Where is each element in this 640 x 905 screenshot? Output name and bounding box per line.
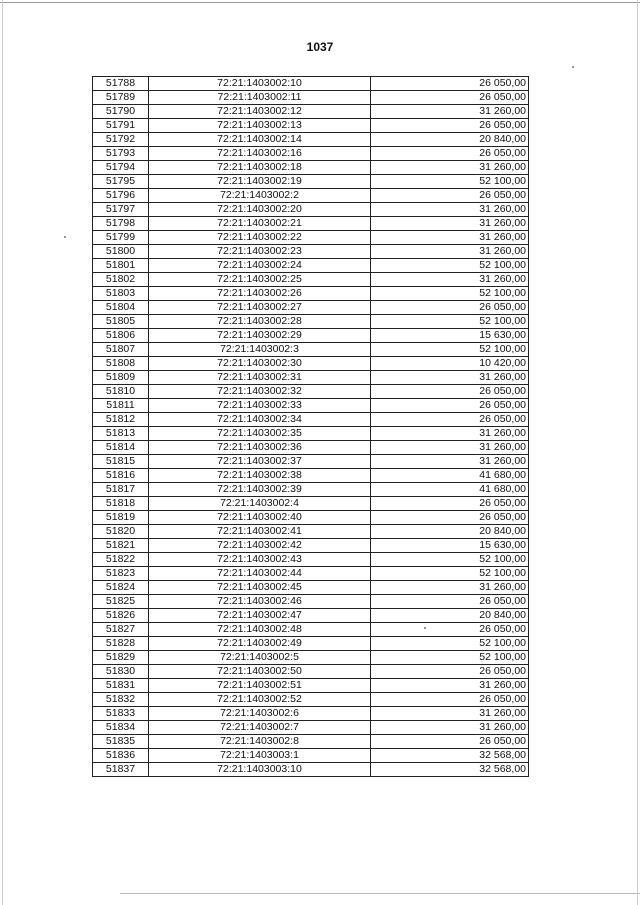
table-row (93, 665, 529, 679)
cadastral-value-cell: 26 050,00 (371, 665, 529, 679)
cadastral-value-cell: 26 050,00 (371, 623, 529, 637)
cadastral-value-cell: 26 050,00 (371, 119, 529, 133)
table-row (93, 679, 529, 693)
cadastral-value-cell: 52 100,00 (371, 651, 529, 665)
cadastral-value-cell: 26 050,00 (371, 189, 529, 203)
table-row (93, 763, 529, 777)
cadastral-number-cell: 72:21:1403002:26 (149, 287, 371, 301)
record-number-cell: 51837 (93, 763, 149, 777)
record-number-cell: 51793 (93, 147, 149, 161)
cadastral-number-cell: 72:21:1403002:21 (149, 217, 371, 231)
cadastral-value-cell: 31 260,00 (371, 707, 529, 721)
record-number-cell: 51798 (93, 217, 149, 231)
scan-edge-left (2, 0, 3, 905)
record-number-cell: 51808 (93, 357, 149, 371)
record-number-cell: 51819 (93, 511, 149, 525)
cadastral-value-cell: 31 260,00 (371, 231, 529, 245)
cadastral-value-cell: 31 260,00 (371, 679, 529, 693)
registry-table (92, 76, 529, 777)
cadastral-number-cell: 72:21:1403002:42 (149, 539, 371, 553)
table-row (93, 343, 529, 357)
table-row (93, 413, 529, 427)
record-number-cell: 51792 (93, 133, 149, 147)
record-number-cell: 51814 (93, 441, 149, 455)
table-row (93, 77, 529, 91)
record-number-cell: 51831 (93, 679, 149, 693)
table-row (93, 329, 529, 343)
cadastral-value-cell: 26 050,00 (371, 735, 529, 749)
cadastral-value-cell: 20 840,00 (371, 525, 529, 539)
cadastral-value-cell: 41 680,00 (371, 469, 529, 483)
cadastral-value-cell: 31 260,00 (371, 217, 529, 231)
cadastral-number-cell: 72:21:1403002:47 (149, 609, 371, 623)
cadastral-number-cell: 72:21:1403002:37 (149, 455, 371, 469)
record-number-cell: 51796 (93, 189, 149, 203)
cadastral-value-cell: 31 260,00 (371, 455, 529, 469)
table-row (93, 539, 529, 553)
cadastral-number-cell: 72:21:1403002:10 (149, 77, 371, 91)
record-number-cell: 51788 (93, 77, 149, 91)
record-number-cell: 51811 (93, 399, 149, 413)
record-number-cell: 51801 (93, 259, 149, 273)
cadastral-number-cell: 72:21:1403002:23 (149, 245, 371, 259)
cadastral-number-cell: 72:21:1403002:28 (149, 315, 371, 329)
table-row (93, 623, 529, 637)
cadastral-number-cell: 72:21:1403003:10 (149, 763, 371, 777)
cadastral-number-cell: 72:21:1403002:48 (149, 623, 371, 637)
cadastral-number-cell: 72:21:1403002:27 (149, 301, 371, 315)
table-row (93, 749, 529, 763)
cadastral-number-cell: 72:21:1403002:29 (149, 329, 371, 343)
cadastral-number-cell: 72:21:1403002:40 (149, 511, 371, 525)
cadastral-number-cell: 72:21:1403002:16 (149, 147, 371, 161)
cadastral-value-cell: 31 260,00 (371, 581, 529, 595)
cadastral-value-cell: 26 050,00 (371, 301, 529, 315)
record-number-cell: 51832 (93, 693, 149, 707)
cadastral-value-cell: 26 050,00 (371, 693, 529, 707)
table-row (93, 189, 529, 203)
cadastral-value-cell: 52 100,00 (371, 637, 529, 651)
table-row (93, 119, 529, 133)
record-number-cell: 51823 (93, 567, 149, 581)
cadastral-number-cell: 72:21:1403002:30 (149, 357, 371, 371)
cadastral-number-cell: 72:21:1403002:12 (149, 105, 371, 119)
cadastral-value-cell: 41 680,00 (371, 483, 529, 497)
cadastral-value-cell: 26 050,00 (371, 385, 529, 399)
cadastral-value-cell: 26 050,00 (371, 399, 529, 413)
cadastral-value-cell: 31 260,00 (371, 273, 529, 287)
cadastral-number-cell: 72:21:1403002:5 (149, 651, 371, 665)
cadastral-number-cell: 72:21:1403002:4 (149, 497, 371, 511)
cadastral-value-cell: 52 100,00 (371, 259, 529, 273)
record-number-cell: 51807 (93, 343, 149, 357)
cadastral-number-cell: 72:21:1403002:31 (149, 371, 371, 385)
page-number: 1037 (306, 40, 334, 54)
table-row (93, 553, 529, 567)
record-number-cell: 51799 (93, 231, 149, 245)
table-row (93, 175, 529, 189)
record-number-cell: 51822 (93, 553, 149, 567)
table-row (93, 693, 529, 707)
table-row (93, 259, 529, 273)
cadastral-number-cell: 72:21:1403002:39 (149, 483, 371, 497)
table-row (93, 161, 529, 175)
cadastral-number-cell: 72:21:1403002:7 (149, 721, 371, 735)
scan-edge-top (0, 2, 640, 3)
table-row (93, 385, 529, 399)
cadastral-number-cell: 72:21:1403002:50 (149, 665, 371, 679)
cadastral-value-cell: 15 630,00 (371, 329, 529, 343)
cadastral-number-cell: 72:21:1403002:25 (149, 273, 371, 287)
cadastral-number-cell: 72:21:1403002:38 (149, 469, 371, 483)
cadastral-number-cell: 72:21:1403002:34 (149, 413, 371, 427)
record-number-cell: 51804 (93, 301, 149, 315)
cadastral-value-cell: 32 568,00 (371, 749, 529, 763)
table-row (93, 315, 529, 329)
record-number-cell: 51810 (93, 385, 149, 399)
table-row (93, 301, 529, 315)
cadastral-number-cell: 72:21:1403002:52 (149, 693, 371, 707)
cadastral-value-cell: 52 100,00 (371, 287, 529, 301)
table-row (93, 469, 529, 483)
table-row (93, 455, 529, 469)
cadastral-value-cell: 31 260,00 (371, 245, 529, 259)
record-number-cell: 51805 (93, 315, 149, 329)
cadastral-number-cell: 72:21:1403002:11 (149, 91, 371, 105)
record-number-cell: 51816 (93, 469, 149, 483)
record-number-cell: 51835 (93, 735, 149, 749)
table-row (93, 245, 529, 259)
cadastral-value-cell: 15 630,00 (371, 539, 529, 553)
table-row (93, 511, 529, 525)
cadastral-number-cell: 72:21:1403002:51 (149, 679, 371, 693)
record-number-cell: 51824 (93, 581, 149, 595)
cadastral-value-cell: 32 568,00 (371, 763, 529, 777)
record-number-cell: 51794 (93, 161, 149, 175)
table-row (93, 707, 529, 721)
cadastral-number-cell: 72:21:1403002:18 (149, 161, 371, 175)
record-number-cell: 51802 (93, 273, 149, 287)
cadastral-number-cell: 72:21:1403002:20 (149, 203, 371, 217)
cadastral-number-cell: 72:21:1403002:6 (149, 707, 371, 721)
cadastral-value-cell: 20 840,00 (371, 609, 529, 623)
cadastral-value-cell: 26 050,00 (371, 91, 529, 105)
cadastral-number-cell: 72:21:1403003:1 (149, 749, 371, 763)
table-row (93, 399, 529, 413)
table-row (93, 133, 529, 147)
record-number-cell: 51790 (93, 105, 149, 119)
cadastral-number-cell: 72:21:1403002:44 (149, 567, 371, 581)
cadastral-value-cell: 26 050,00 (371, 147, 529, 161)
table-row (93, 595, 529, 609)
table-row (93, 721, 529, 735)
cadastral-value-cell: 26 050,00 (371, 413, 529, 427)
table-row (93, 105, 529, 119)
cadastral-number-cell: 72:21:1403002:46 (149, 595, 371, 609)
record-number-cell: 51795 (93, 175, 149, 189)
cadastral-number-cell: 72:21:1403002:32 (149, 385, 371, 399)
cadastral-value-cell: 31 260,00 (371, 371, 529, 385)
record-number-cell: 51820 (93, 525, 149, 539)
cadastral-number-cell: 72:21:1403002:2 (149, 189, 371, 203)
cadastral-number-cell: 72:21:1403002:43 (149, 553, 371, 567)
table-row (93, 273, 529, 287)
record-number-cell: 51817 (93, 483, 149, 497)
record-number-cell: 51812 (93, 413, 149, 427)
cadastral-number-cell: 72:21:1403002:3 (149, 343, 371, 357)
cadastral-value-cell: 10 420,00 (371, 357, 529, 371)
cadastral-value-cell: 52 100,00 (371, 175, 529, 189)
registry-table-body (93, 77, 529, 777)
record-number-cell: 51818 (93, 497, 149, 511)
cadastral-value-cell: 31 260,00 (371, 161, 529, 175)
cadastral-number-cell: 72:21:1403002:14 (149, 133, 371, 147)
record-number-cell: 51813 (93, 427, 149, 441)
cadastral-number-cell: 72:21:1403002:33 (149, 399, 371, 413)
record-number-cell: 51800 (93, 245, 149, 259)
cadastral-number-cell: 72:21:1403002:45 (149, 581, 371, 595)
table-row (93, 147, 529, 161)
cadastral-value-cell: 26 050,00 (371, 497, 529, 511)
table-row (93, 217, 529, 231)
table-row (93, 441, 529, 455)
cadastral-value-cell: 52 100,00 (371, 567, 529, 581)
cadastral-value-cell: 31 260,00 (371, 721, 529, 735)
cadastral-value-cell: 52 100,00 (371, 315, 529, 329)
record-number-cell: 51834 (93, 721, 149, 735)
scan-speck (64, 236, 66, 238)
record-number-cell: 51806 (93, 329, 149, 343)
record-number-cell: 51829 (93, 651, 149, 665)
cadastral-value-cell: 52 100,00 (371, 553, 529, 567)
table-row (93, 231, 529, 245)
cadastral-number-cell: 72:21:1403002:22 (149, 231, 371, 245)
table-row (93, 637, 529, 651)
table-row (93, 287, 529, 301)
cadastral-number-cell: 72:21:1403002:19 (149, 175, 371, 189)
cadastral-number-cell: 72:21:1403002:8 (149, 735, 371, 749)
record-number-cell: 51815 (93, 455, 149, 469)
cadastral-value-cell: 26 050,00 (371, 77, 529, 91)
record-number-cell: 51828 (93, 637, 149, 651)
table-row (93, 651, 529, 665)
table-row (93, 735, 529, 749)
table-row (93, 525, 529, 539)
cadastral-value-cell: 31 260,00 (371, 203, 529, 217)
table-row (93, 91, 529, 105)
record-number-cell: 51809 (93, 371, 149, 385)
table-row (93, 427, 529, 441)
record-number-cell: 51825 (93, 595, 149, 609)
cadastral-value-cell: 31 260,00 (371, 105, 529, 119)
record-number-cell: 51789 (93, 91, 149, 105)
table-row (93, 357, 529, 371)
table-row (93, 567, 529, 581)
record-number-cell: 51803 (93, 287, 149, 301)
record-number-cell: 51833 (93, 707, 149, 721)
cadastral-value-cell: 31 260,00 (371, 427, 529, 441)
scan-speck (572, 66, 574, 68)
cadastral-value-cell: 31 260,00 (371, 441, 529, 455)
record-number-cell: 51821 (93, 539, 149, 553)
record-number-cell: 51797 (93, 203, 149, 217)
table-row (93, 203, 529, 217)
table-row (93, 497, 529, 511)
cadastral-value-cell: 26 050,00 (371, 511, 529, 525)
cadastral-number-cell: 72:21:1403002:36 (149, 441, 371, 455)
scan-edge-bottom (120, 893, 640, 894)
cadastral-number-cell: 72:21:1403002:13 (149, 119, 371, 133)
record-number-cell: 51826 (93, 609, 149, 623)
scan-edge-right (637, 0, 638, 905)
table-row (93, 581, 529, 595)
cadastral-number-cell: 72:21:1403002:41 (149, 525, 371, 539)
cadastral-number-cell: 72:21:1403002:24 (149, 259, 371, 273)
cadastral-value-cell: 52 100,00 (371, 343, 529, 357)
record-number-cell: 51791 (93, 119, 149, 133)
table-row (93, 609, 529, 623)
table-row (93, 483, 529, 497)
cadastral-value-cell: 26 050,00 (371, 595, 529, 609)
record-number-cell: 51827 (93, 623, 149, 637)
cadastral-number-cell: 72:21:1403002:35 (149, 427, 371, 441)
record-number-cell: 51836 (93, 749, 149, 763)
table-row (93, 371, 529, 385)
record-number-cell: 51830 (93, 665, 149, 679)
cadastral-value-cell: 20 840,00 (371, 133, 529, 147)
cadastral-number-cell: 72:21:1403002:49 (149, 637, 371, 651)
